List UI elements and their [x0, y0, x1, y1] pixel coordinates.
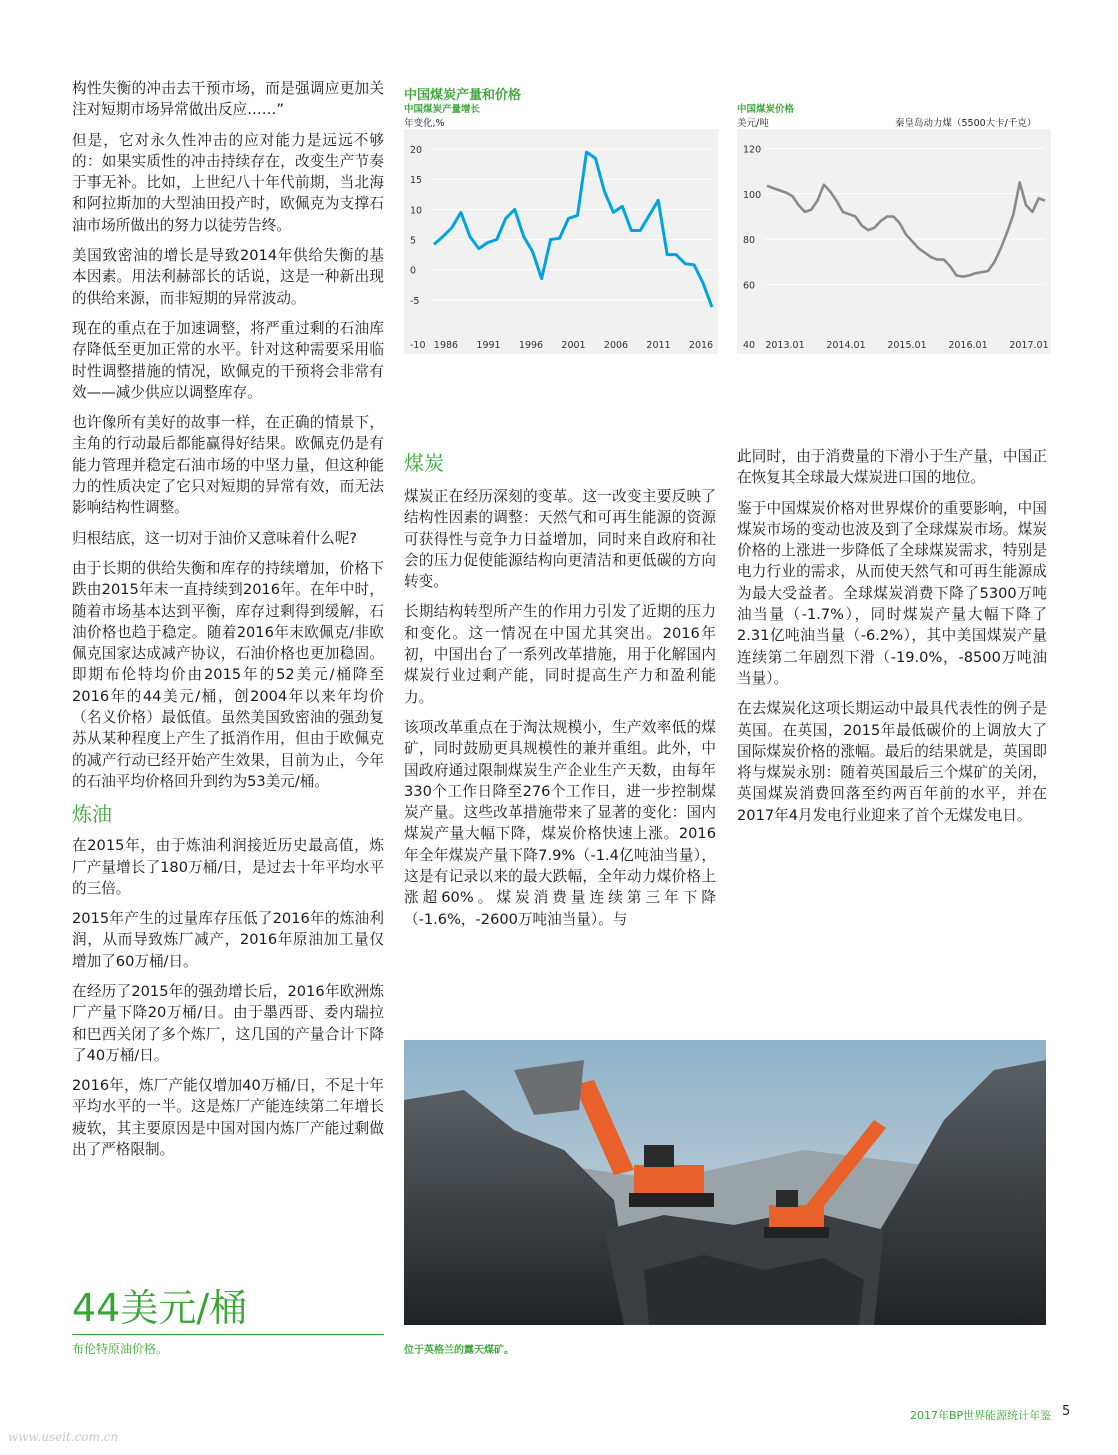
x-tick-label: 2014.01	[826, 340, 866, 351]
section-heading-refining: 炼油	[72, 802, 112, 827]
paragraph: 由于长期的供给失衡和库存的持续增加，价格下跌由2015年末一直持续到2016年。在年中时，随着市场基本达到平衡，库存过剩得到缓解，石油价格也趋于稳定。随着2016年末欧佩克/非欧佩克国家达成减产协议，石油价格也更加稳固。即期布伦特均价由2015年的52美元/桶降至2016年的44美元/桶，创2004年以来年均价（名义价格）最低值。虽然美国致密油的强劲复苏从某种程度上产生了抵消作用，但由于欧佩克的减产行动已经开始产生效果，目前为止，今年的石油平均价格回升到约为53美元/桶。	[72, 559, 384, 790]
paragraph: 在2015年，由于炼油利润接近历史最高值，炼厂产量增长了180万桶/日，是过去十年平均水平的三倍。	[72, 837, 384, 897]
x-tick-label: 2016.01	[948, 340, 988, 351]
mine-illustration	[404, 1040, 1046, 1325]
paragraph: 在去煤炭化这项长期运动中最具代表性的例子是英国。在英国，2015年最低碳价的上调放大了国际煤炭价格的涨幅。最后的结果就是，英国即将与煤炭永别：随着英国最后三个煤矿的关闭，英国煤炭消费回落至约两百年前的水平，并在2017年4月发电行业迎来了首个无煤发电日。	[737, 700, 1047, 824]
y-tick-label: 60	[743, 280, 756, 292]
paragraph: 2015年产生的过量库存压低了2016年的炼油利润，从而导致炼厂减产，2016年原油加工量仅增加了60万桶/日。	[72, 910, 384, 970]
paragraph: 长期结构转型所产生的作用力引发了近期的压力和变化。这一情况在中国尤其突出。2016年初，中国出台了一系列改革措施，用于化解国内煤炭行业过剩产能，同时提高生产力和盈利能力。	[404, 603, 716, 706]
y-tick-label: 120	[743, 144, 762, 156]
paragraph: 现在的重点在于加速调整，将严重过剩的石油库存降低至更加正常的水平。针对这种需要采用临时性调整措施的情况，欧佩克的干预将会非常有效——减少供应以调整库存。	[72, 319, 384, 401]
y-tick-label: 15	[410, 175, 423, 187]
chart-right-legend: 秦皇岛动力煤（5500大卡/千克）	[895, 118, 1037, 129]
paragraph: 但是，它对永久性冲击的应对能力是远远不够的：如果实质性的冲击持续存在，改变生产节奏于事无补。比如，上世纪八十年代前期，当北海和阿拉斯加的大型油田投产时，欧佩克为支撑石油市场所做出的努力以徒劳告终。	[72, 131, 384, 234]
series-line	[434, 152, 712, 307]
chart-left-unit: 年变化,%	[404, 118, 445, 129]
paragraph: 煤炭正在经历深刻的变革。这一改变主要反映了结构性因素的调整：天然气和可再生能源的资源可获得性与竞争力日益增加，同时来自政府和社会的压力促使能源结构向更清洁和更低碳的方向转变。	[404, 488, 716, 591]
photo-caption: 位于英格兰的露天煤矿。	[404, 1345, 514, 1356]
y-tick-label: 0	[410, 265, 417, 277]
y-tick-label: -5	[410, 295, 420, 307]
x-tick-label: 1996	[518, 340, 544, 351]
x-tick-label: 2011	[646, 340, 671, 351]
column-2	[404, 446, 716, 939]
chart-left-subtitle: 中国煤炭产量增长	[404, 104, 481, 115]
chart-main-title: 中国煤炭产量和价格	[404, 88, 522, 103]
x-tick-label: 2015.01	[887, 340, 927, 351]
y-tick-label: -10	[410, 340, 426, 351]
x-tick-label: 2006	[603, 340, 629, 351]
paragraph: 在经历了2015年的强劲增长后，2016年欧洲炼厂产量下降20万桶/日。由于墨西哥、委内瑞拉和巴西关闭了多个炼厂，这几国的产量合计下降了40万桶/日。	[72, 982, 384, 1064]
chart-right-subtitle: 中国煤炭价格	[737, 104, 795, 115]
x-tick-label: 2017.01	[1009, 340, 1049, 351]
column-1	[72, 78, 384, 1169]
paragraph: 构性失衡的冲击去干预市场，而是强调应更加关注对短期市场异常做出反应……”	[72, 80, 384, 119]
chart-right-unit: 美元/吨	[737, 118, 769, 129]
y-tick-label: 80	[743, 235, 756, 247]
paragraph: 此同时，由于消费量的下滑小于生产量，中国正在恢复其全球最大煤炭进口国的地位。	[737, 448, 1047, 487]
paragraph: 鉴于中国煤炭价格对世界煤价的重要影响，中国煤炭市场的变动也波及到了全球煤炭市场。煤炭价格的上涨进一步降低了全球煤炭需求，特别是电力行业的需求，从而使天然气和可再生能源成为最大受益者。全球煤炭消费下降了5300万吨油当量（-1.7%），同时煤炭产量大幅下降了2.31亿吨油当量（-6.2%），其中美国煤炭产量连续第二年剧烈下滑（-19.0%，-8500万吨油当量）。	[737, 499, 1047, 687]
paragraph: 该项改革重点在于淘汰规模小，生产效率低的煤矿，同时鼓励更具规模性的兼并重组。此外，中国政府通过限制煤炭生产企业生产天数，由每年330个工作日降至276个工作日，进一步控制煤炭产量。这些改革措施带来了显著的变化：国内煤炭产量大幅下降，煤炭价格快速上涨。2016年全年煤炭产量下降7.9%（-1.4亿吨油当量），这是有记录以来的最大跌幅，全年动力煤价格上涨超60%。煤炭消费量连续第三年下降（-1.6%，-2600万吨油当量）。与	[404, 718, 716, 928]
hero-value: 44美元/桶	[72, 1286, 248, 1330]
hero-caption: 布伦特原油价格。	[72, 1342, 169, 1356]
x-tick-label: 2013.01	[765, 340, 805, 351]
paragraph: 归根结底，这一切对于油价又意味着什么呢?	[72, 529, 358, 547]
footer-title: 2017年BP世界能源统计年鉴	[910, 1409, 1052, 1422]
x-tick-label: 1986	[433, 340, 459, 351]
y-tick-label: 5	[410, 235, 417, 247]
series-line	[767, 182, 1045, 276]
coal-price-chart	[737, 129, 1051, 354]
page-number: 5	[1062, 1404, 1071, 1419]
paragraph: 也许像所有美好的故事一样，在正确的情景下，主角的行动最后都能赢得好结果。欧佩克仍是有能力管理并稳定石油市场的中坚力量，但这种能力的性质决定了它只对短期的异常有效，而无法影响结构性调整。	[72, 414, 384, 517]
paragraph: 美国致密油的增长是导致2014年供给失衡的基本因素。用法利赫部长的话说，这是一种新出现的供给来源，而非短期的异常波动。	[72, 247, 384, 307]
coal-price-chart-svg	[737, 129, 1051, 354]
x-tick-label: 1991	[476, 340, 501, 351]
coal-production-chart-svg	[404, 129, 718, 354]
paragraph: 2016年，炼厂产能仅增加40万桶/日，不足十年平均水平的一半。这是炼厂产能连续第二年增长疲软，其主要原因是中国对国内炼厂产能过剩做出了严格限制。	[72, 1077, 384, 1159]
y-tick-label: 40	[743, 340, 756, 351]
x-tick-label: 2001	[561, 340, 586, 351]
y-tick-label: 20	[410, 145, 423, 157]
watermark: www.useit.com.cn	[8, 1430, 119, 1444]
y-tick-label: 10	[410, 205, 423, 217]
section-heading-coal: 煤炭	[404, 451, 444, 475]
y-tick-label: 100	[743, 189, 762, 201]
coal-production-chart	[404, 129, 718, 354]
hero-divider	[72, 1334, 384, 1335]
x-tick-label: 2016	[688, 340, 714, 351]
column-3	[737, 446, 1047, 835]
opencast-mine-photo	[404, 1040, 1046, 1325]
